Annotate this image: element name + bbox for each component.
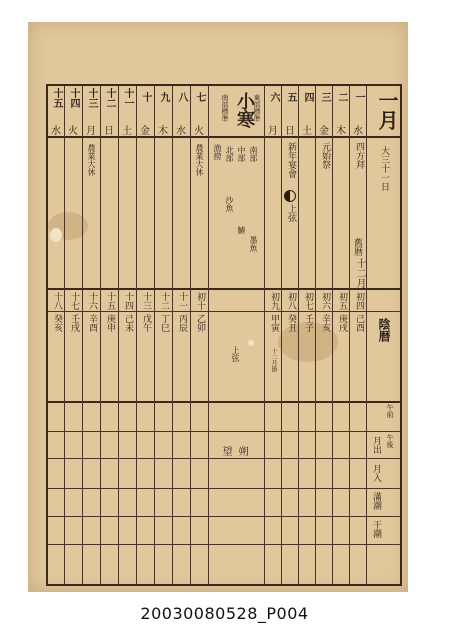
lunar-day: 十一 bbox=[177, 292, 187, 310]
month-days-note: 大三十一日 bbox=[379, 146, 389, 191]
mid-note: 漁撈 bbox=[213, 144, 222, 160]
weekday: 金 bbox=[140, 126, 150, 137]
event: 農業大休 bbox=[195, 144, 204, 176]
mid-note: 中部 bbox=[237, 146, 246, 162]
weekday: 日 bbox=[285, 126, 295, 137]
ganzhi: 丙辰 bbox=[177, 314, 187, 332]
event: 新年宴會 bbox=[286, 142, 296, 178]
mid-note: 南部 bbox=[249, 146, 258, 162]
lower-label: 朔 bbox=[236, 446, 247, 456]
lunar-day: 十三 bbox=[141, 292, 151, 310]
ganzhi: 庚申 bbox=[105, 314, 115, 332]
ganzhi: 庚戌 bbox=[337, 314, 347, 332]
event: 農業大休 bbox=[87, 144, 96, 176]
ganzhi: 己酉 bbox=[354, 314, 364, 332]
weekday: 月 bbox=[268, 126, 278, 137]
weekday: 土 bbox=[122, 126, 132, 137]
mid-note: 沙魚 bbox=[225, 196, 234, 212]
ganzhi: 辛酉 bbox=[87, 314, 97, 332]
day-number: 十二 bbox=[104, 88, 115, 108]
day-number: 三 bbox=[319, 92, 330, 102]
event: 上弦 bbox=[286, 204, 296, 222]
weekday: 土 bbox=[302, 126, 312, 137]
lunar-day: 初七 bbox=[303, 292, 313, 310]
lower-label: 干潮 bbox=[371, 520, 381, 538]
solar-term-name: 小寒 bbox=[234, 92, 255, 128]
lunar-day: 十五 bbox=[105, 292, 115, 310]
ganzhi: 甲寅 bbox=[269, 314, 279, 332]
ganzhi: 壬戌 bbox=[69, 314, 79, 332]
day-number: 十 bbox=[140, 92, 151, 102]
mid-note: 鰆 bbox=[237, 226, 246, 234]
lunar-day: 十四 bbox=[123, 292, 133, 310]
lower-header: 午後 bbox=[386, 434, 394, 448]
lunar-day: 初八 bbox=[286, 292, 296, 310]
lower-label: 月出 bbox=[371, 436, 381, 454]
first-quarter-moon-icon bbox=[284, 190, 296, 202]
mid-note: 上弦 bbox=[231, 346, 240, 362]
mid-note: 北部 bbox=[225, 146, 234, 162]
day-number: 二 bbox=[336, 92, 347, 102]
weekday: 火 bbox=[194, 126, 204, 137]
day-number: 十三 bbox=[86, 88, 97, 108]
lunar-day: 初十 bbox=[195, 292, 205, 310]
almanac-page bbox=[28, 22, 408, 592]
lunar-header-label: 陰暦 bbox=[377, 318, 391, 342]
calendar-grid bbox=[46, 84, 402, 586]
ganzhi: 辛亥 bbox=[320, 314, 330, 332]
lunar-day: 初五 bbox=[337, 292, 347, 310]
weekday: 火 bbox=[68, 126, 78, 137]
weekday: 木 bbox=[158, 126, 168, 137]
ganzhi: 乙卯 bbox=[195, 314, 205, 332]
lunar-day: 十七 bbox=[69, 292, 79, 310]
solar-term-sub: 東部標準 bbox=[253, 94, 261, 122]
day-number: 十五 bbox=[51, 88, 62, 108]
solar-term-sub: 南部標準 bbox=[221, 94, 229, 122]
ganzhi: 戊午 bbox=[141, 314, 151, 332]
event: 四方拜 bbox=[354, 142, 364, 169]
lunar-day: 初四 bbox=[354, 292, 364, 310]
day-number: 一 bbox=[353, 92, 364, 102]
day-number: 七 bbox=[194, 92, 205, 102]
lunar-day: 初九 bbox=[269, 292, 279, 310]
mid-note: 十二月節 bbox=[270, 348, 277, 372]
weekday: 水 bbox=[353, 126, 363, 137]
lunar-day: 十八 bbox=[52, 292, 62, 310]
day-number: 十四 bbox=[68, 88, 79, 108]
lunar-day: 初六 bbox=[320, 292, 330, 310]
mid-note: 墨魚 bbox=[249, 236, 258, 252]
lunar-day: 十二 bbox=[159, 292, 169, 310]
ganzhi: 癸丑 bbox=[286, 314, 296, 332]
month-title: 一月 bbox=[375, 90, 399, 130]
ganzhi: 癸亥 bbox=[52, 314, 62, 332]
weekday: 月 bbox=[86, 126, 96, 137]
weekday: 水 bbox=[51, 126, 61, 137]
lower-label: 月入 bbox=[371, 464, 381, 482]
day-number: 六 bbox=[268, 92, 279, 102]
ganzhi: 丁巳 bbox=[159, 314, 169, 332]
weekday: 日 bbox=[104, 126, 114, 137]
lunar-month-label: 十二月 bbox=[354, 258, 365, 288]
weekday: 木 bbox=[336, 126, 346, 137]
day-number: 八 bbox=[176, 92, 187, 102]
lower-label: 望 bbox=[220, 446, 231, 456]
day-number: 十一 bbox=[122, 88, 133, 108]
lower-label: 滿潮 bbox=[371, 492, 381, 510]
lunar-day: 十六 bbox=[87, 292, 97, 310]
ganzhi: 己未 bbox=[123, 314, 133, 332]
day-number: 九 bbox=[158, 92, 169, 102]
weekday: 水 bbox=[176, 126, 186, 137]
day-number: 五 bbox=[285, 92, 296, 102]
weekday: 金 bbox=[319, 126, 329, 137]
lower-header: 午前 bbox=[386, 404, 394, 418]
event: 元始祭 bbox=[320, 142, 330, 169]
lunar-month-note: 舊暦 bbox=[352, 238, 362, 256]
day-number: 四 bbox=[302, 92, 313, 102]
ganzhi: 壬子 bbox=[303, 314, 313, 332]
image-caption: 20030080528_P004 bbox=[140, 604, 309, 623]
